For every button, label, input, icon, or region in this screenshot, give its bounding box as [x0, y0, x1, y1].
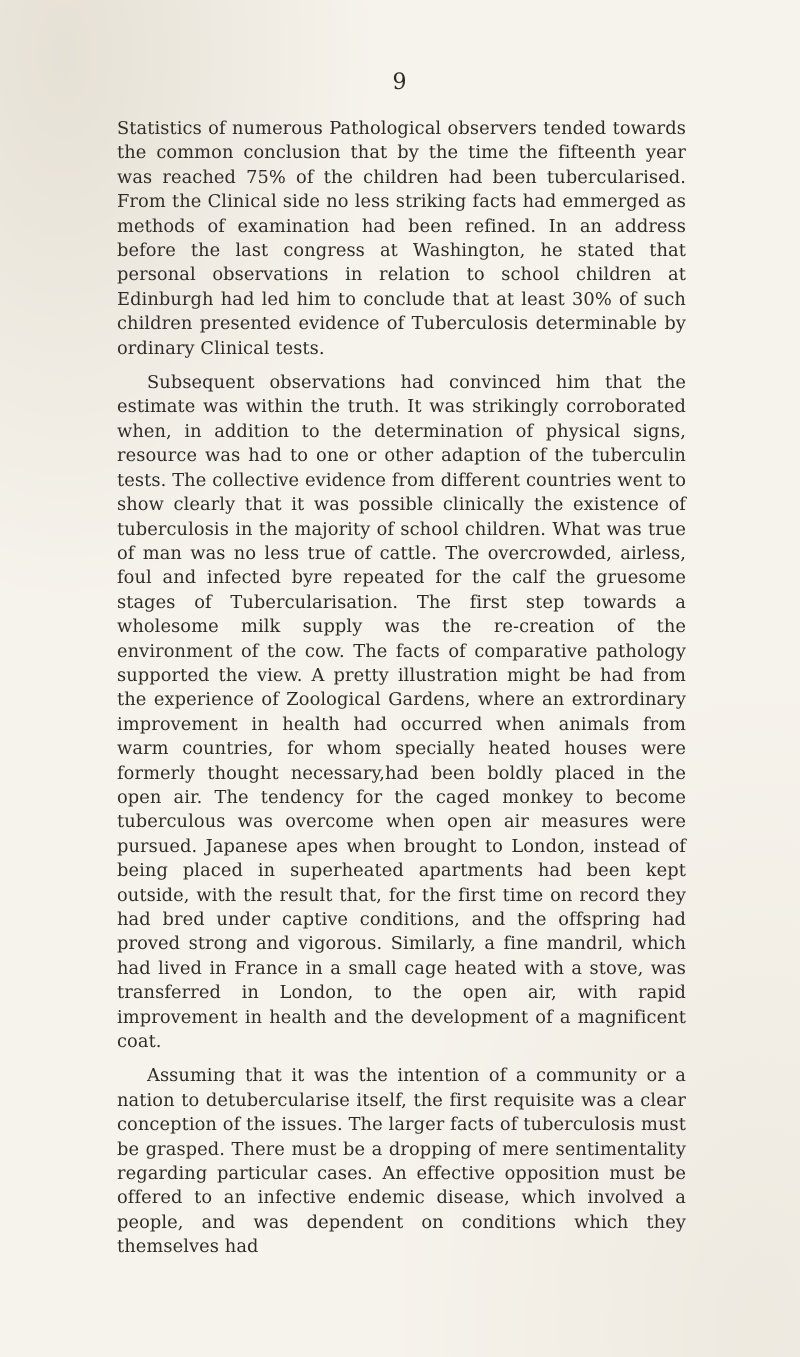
body-text — [117, 117, 686, 1270]
paragraph-subsequent-observations: Subsequent observations had convinced him that the estimate was within the truth. It was strikingly corroborated when, in addition to the determination of physical signs, resource was had to one or other adaption of the tuberculin tests. The collective evidence from different countries went to show clearly that it was possible clinically the existence of tuberculosis in the majority of school children. What was true of man was no less true of cattle. The overcrowded, airless, foul and infected byre repeated for the calf the gruesome stages of Tubercularisation. The first step towards a wholesome milk supply was the re-creation of the environment of the cow. The facts of comparative pathology supported the view. A pretty illustration might be had from the experience of Zoological Gardens, where an extrordinary improvement in health had occurred when animals from warm countries, for whom specially heated houses were formerly thought necessary,had been boldly placed in the open air. The tendency for the caged monkey to become tuberculous was overcome when open air measures were pursued. Japanese apes when brought to London, instead of being placed in superheated apartments had been kept outside, with the result that, for the first time on record they had bred under captive conditions, and the offspring had proved strong and vigorous. Similarly, a fine mandril, which had lived in France in a small cage heated with a stove, was transferred in London, to the open air, with rapid improvement in health and the development of a magnificent coat. — [117, 372, 686, 1053]
paragraph-assuming-intention: Assuming that it was the intention of a community or a nation to detubercularise itself, the first requisite was a clear conception of the issues. The larger facts of tuberculosis must be grasped. There must be a dropping of mere sentimentality regarding particular cases. An effective opposition must be offered to an infective endemic disease, which involved a people, and was dependent on conditions which they themselves had — [117, 1065, 686, 1258]
paragraph-statistics: Statistics of numerous Pathological observers tended towards the common conclusion that by the time the fifteenth year was reached 75% of the children had been tubercularised. From the Clinical side no less striking facts had emmerged as methods of examination had been refined. In an address before the last congress at Washington, he stated that personal observations in relation to school children at Edinburgh had led him to conclude that at least 30% of such children presented evidence of Tuberculosis determinable by ordinary Clinical tests. — [117, 118, 686, 359]
page-number: 9 — [392, 70, 408, 95]
